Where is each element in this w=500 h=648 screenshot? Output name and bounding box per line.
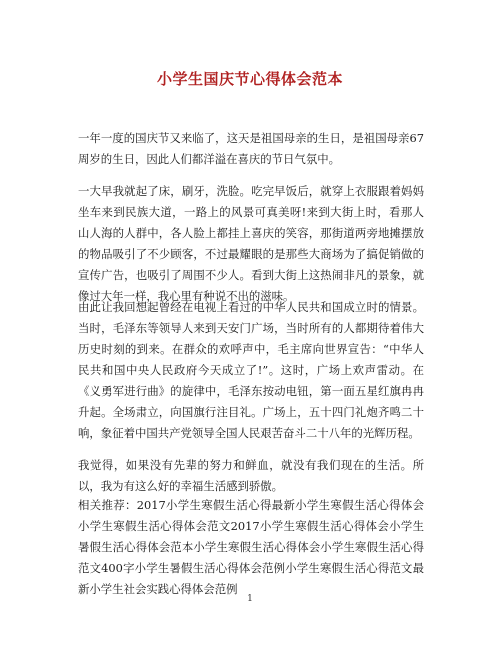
related-recommendations: 相关推荐：2017小学生寒假生活心得最新小学生寒假生活心得体会小学生寒假生活心得体会范文2017小学生寒假生活心得体会小学生暑假生活心得体会范本小学生寒假生活心得体会小学生寒假生活心得范文400字小学生暑假生活心得体会范例小学生寒假生活心得范文最新小学生社会实践心得体会范例	[78, 498, 424, 596]
paragraph-2: 一大早我就起了床，刷牙，洗脸。吃完早饭后，就穿上衣服跟着妈妈坐车来到民族大道，一路上的风景可真美呀!来到大街上时，看那人山人海的人群中，各人脸上都挂上喜庆的笑容，那街道两旁地摊摆放的物品吸引了不少顾客，不过最耀眼的是那些大商场为了搞促销做的宣传广告，也吸引了周围不少人。看到大街上这热闹非凡的景象，就像过大年一样，我心里有种说不出的滋味。	[78, 184, 424, 303]
paragraph-3: 由此让我回想起曾经在电视上看过的中华人民共和国成立时的情景。当时，毛泽东等领导人来到天安门广场，当时所有的人都期待着伟大历史时刻的到来。在群众的欢呼声中，毛主席向世界宣告：“中华人民共和国中央人民政府今天成立了!”。这时，广场上欢声雷动。在《义勇军进行曲》的旋律中，毛泽东按动电钮，第一面五星红旗冉冉升起。全场肃立，向国旗行注目礼。广场上，五十四门礼炮齐鸣二十响，象征着中国共产党领导全国人民艰苦奋斗二十八年的光辉历程。	[78, 300, 424, 440]
paragraph-1: 一年一度的国庆节又来临了，这天是祖国母亲的生日，是祖国母亲67周岁的生日，因此人们都洋溢在喜庆的节日气氛中。	[78, 131, 424, 166]
page-number: 1	[247, 594, 253, 604]
document-title: 小学生国庆节心得体会范本	[156, 70, 343, 88]
paragraph-4: 我觉得，如果没有先辈的努力和鲜血，就没有我们现在的生活。所以，我为有这么好的幸福生活感到骄傲。	[78, 458, 424, 493]
